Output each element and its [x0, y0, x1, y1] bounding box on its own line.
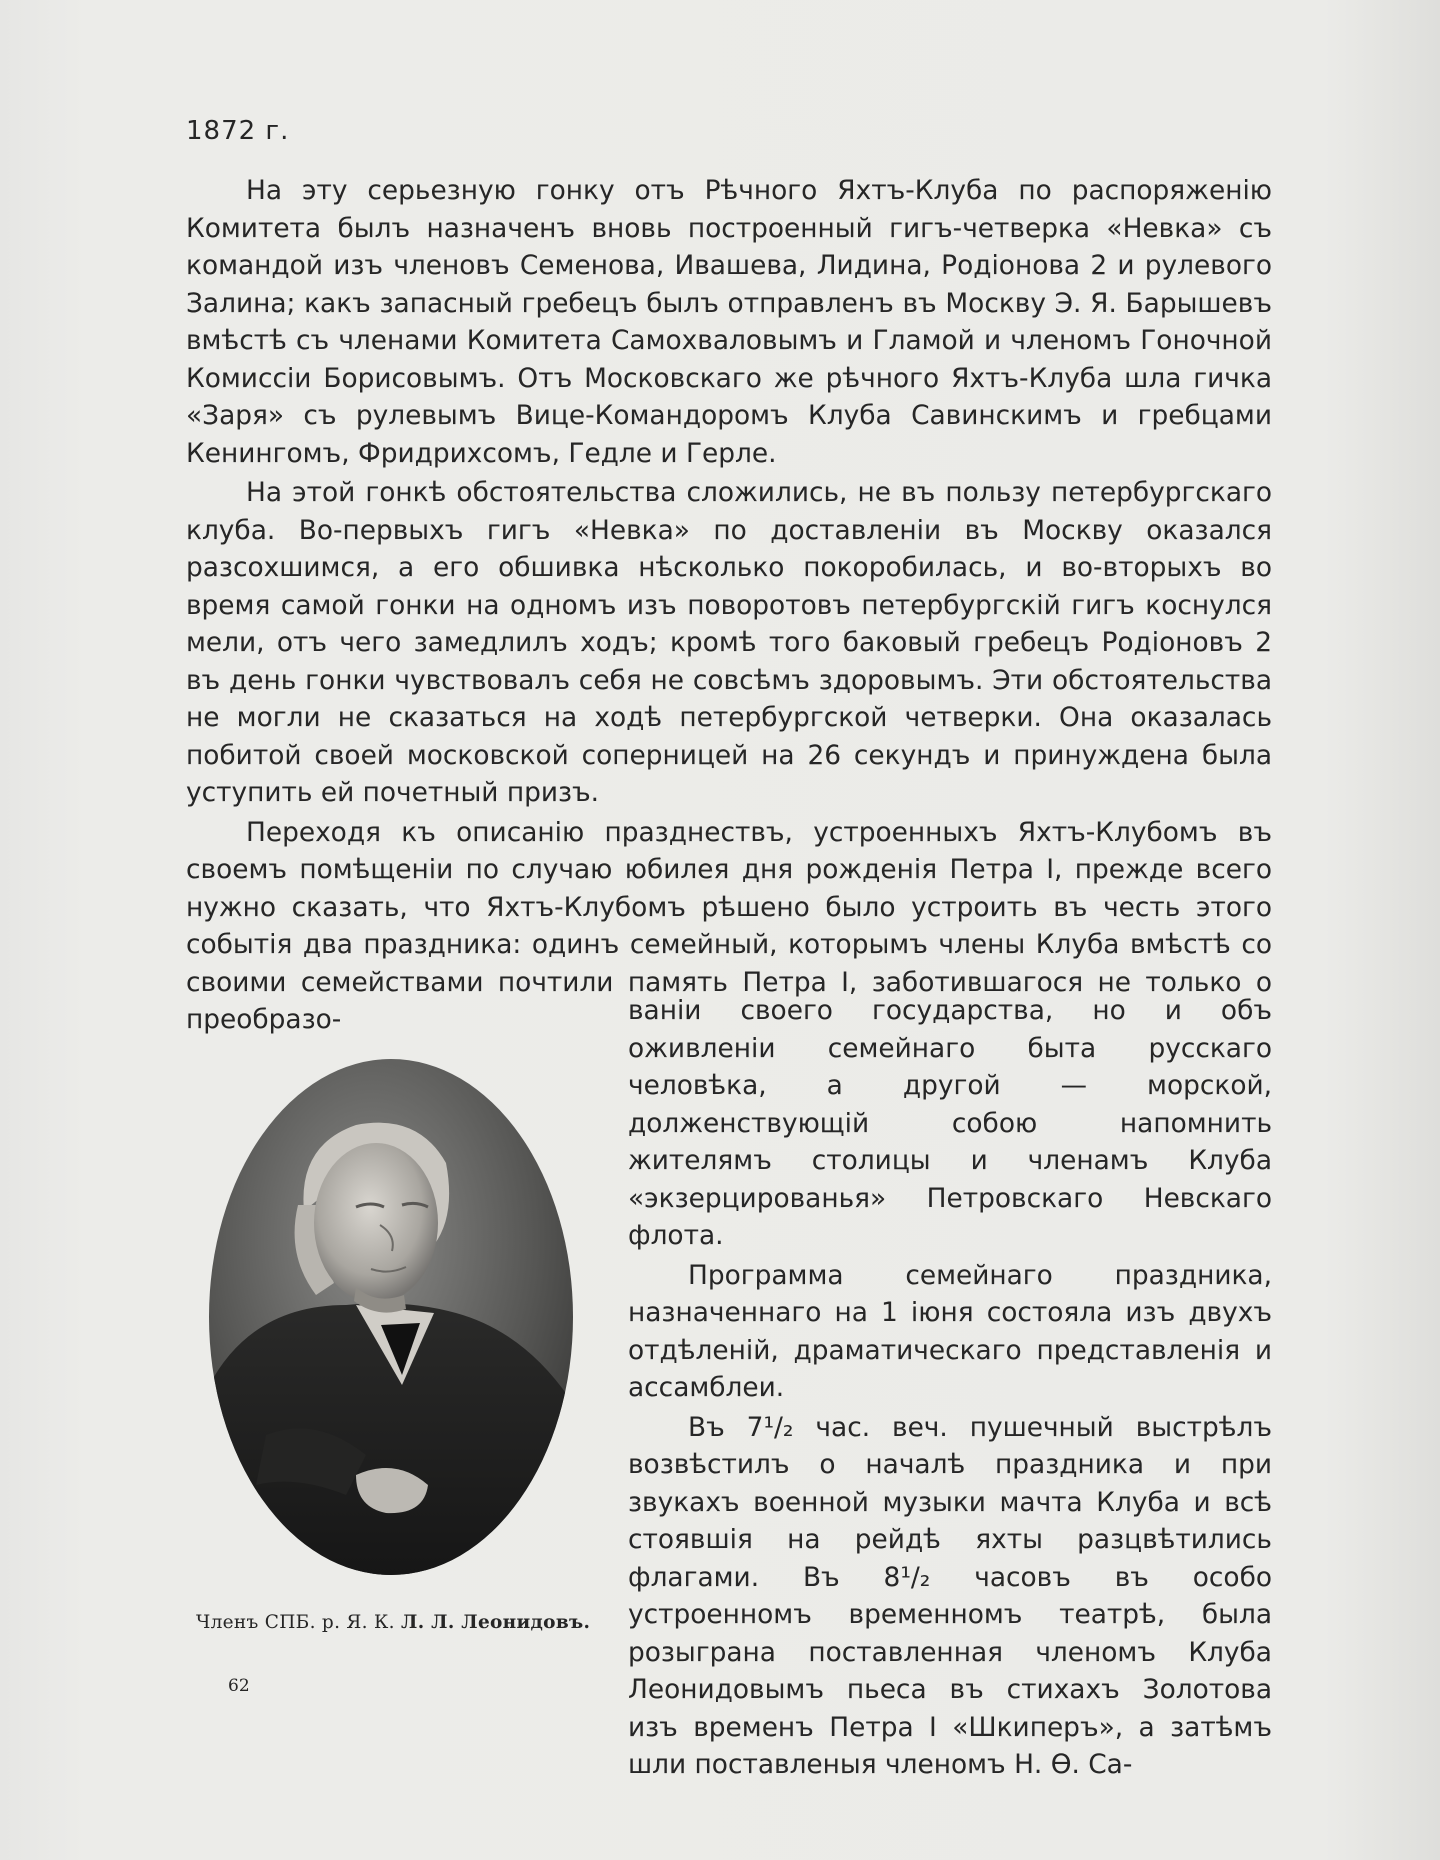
paragraph: На эту серьезную гонку отъ Рѣчного Яхтъ-Клуба по распоряженію Комитета былъ назначенъ вновь построенный гигъ-четверка «Невка» съ командой изъ членовъ Семенова, Ивашева, Лидина, Родіонова 2 и рулевого Залина; какъ запасный гребецъ былъ отправленъ въ Москву Э. Я. Барышевъ вмѣстѣ съ членами Комитета Самохваловымъ и Гламой и членомъ Гоночной Комиссіи Борисовымъ. Отъ Московскаго же рѣчного Яхтъ-Клуба шла гичка «Заря» съ рулевымъ Вице-Командоромъ Клуба Савинскимъ и гребцами Кенингомъ, Фридрихсомъ, Гедле и Герле. [186, 175, 1272, 469]
caption-prefix: Членъ СПБ. р. Я. К. [196, 1612, 395, 1633]
paragraph: ваніи своего государства, но и объ оживленіи семейнаго быта русскаго человѣка, а другой — морской, долженствующій собою напомнить жителямъ столицы и членамъ Клуба «экзерцированья» Петровскаго Невскаго флота. [628, 995, 1272, 1251]
paragraph: Программа семейнаго праздника, назначеннаго на 1 іюня состояла изъ двухъ отдѣленій, драматическаго представленія и ассамблеи. [628, 1259, 1272, 1403]
main-text-column [186, 172, 1272, 1039]
caption-name: Л. Л. Леонидовъ. [401, 1612, 591, 1633]
portrait-caption [196, 1612, 616, 1633]
paragraph: На этой гонкѣ обстоятельства сложились, не въ пользу петербургскаго клуба. Во-первыхъ гигъ «Невка» по доставленіи въ Москву оказался разсохшимся, а его обшивка нѣсколько покоробилась, и во-вторыхъ во время самой гонки на одномъ изъ поворотовъ петербургскій гигъ коснулся мели, отъ чего замедлилъ ходъ; кромѣ того баковый гребецъ Родіоновъ 2 въ день гонки чувствовалъ себя не совсѣмъ здоровымъ. Эти обстоятельства не могли не сказаться на ходѣ петербургской четверки. Она оказалась побитой своей московской соперницей на 26 секундъ и принуждена была уступить ей почетный призъ. [186, 477, 1272, 808]
portrait-photo [206, 1055, 576, 1579]
paragraph: Переходя къ описанію празднествъ, устроенныхъ Яхтъ-Клубомъ въ своемъ помѣщеніи по случаю юбилея дня рожденія Петра I, прежде всего нужно сказать, что Яхтъ-Клубомъ рѣшено было устроить въ честь этого событія два праздника: одинъ семейный, которымъ члены Клуба вмѣстѣ со своими семействами почтили память Петра I, заботившагося не только о преобразо- [186, 816, 1272, 1035]
page-header-year: 1872 г. [186, 116, 290, 146]
page-number: 62 [228, 1676, 250, 1696]
wrapped-text-column [628, 992, 1272, 1784]
paragraph: Въ 7¹/₂ час. веч. пушечный выстрѣлъ возвѣстилъ о началѣ праздника и при звукахъ военной музыки мачта Клуба и всѣ стоявшія на рейдѣ яхты разцвѣтились флагами. Въ 8¹/₂ часовъ въ особо устроенномъ временномъ театрѣ, была розыграна поставленная членомъ Клуба Леонидовымъ пьеса въ стихахъ Золотова изъ временъ Петра I «Шкиперъ», а затѣмъ шли поставленыя членомъ Н. Ѳ. Са- [628, 1411, 1272, 1780]
